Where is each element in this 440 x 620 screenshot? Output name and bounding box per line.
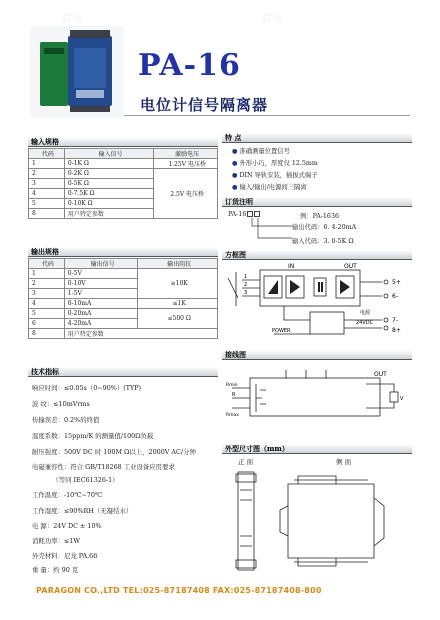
impedance-cell: ≤1K	[138, 299, 218, 309]
code-cell: 6	[29, 319, 65, 329]
bullet-icon: ●	[232, 160, 240, 167]
code-cell: 4	[29, 189, 65, 199]
code-cell: 2	[29, 279, 65, 289]
table-row	[29, 169, 218, 179]
spec-line: 波 纹：≤10mVrms	[32, 400, 90, 408]
impedance-cell: ≤500 Ω	[138, 309, 218, 329]
power-label: POWER	[272, 328, 291, 334]
order-input-code: 输入代码：3. 0-5K Ω	[292, 238, 354, 245]
signal-cell: 0-5V	[64, 269, 138, 279]
signal-cell: 0-10K Ω	[64, 199, 153, 209]
front-view-label: 正 面	[238, 458, 254, 466]
feature-text: 外形小巧，厚度仅 12.5mm	[239, 160, 318, 167]
terminal-2: 2	[244, 282, 248, 288]
table-row	[29, 329, 218, 339]
feature-item	[232, 182, 307, 191]
code-cell: 3	[29, 289, 65, 299]
wiring-v-label: V	[400, 396, 404, 402]
spec-line: 外壳材料：尼龙 PA.66	[32, 552, 98, 560]
spec-line: 工作湿度：≤90%RH（无凝结水）	[32, 507, 133, 515]
code-cell: 5	[29, 309, 65, 319]
feature-text: 输入/输出/电源间三隔离	[239, 184, 307, 191]
feature-text: 准确测量位置信号	[239, 148, 290, 155]
in-label: IN	[288, 263, 295, 270]
signal-cell: 0-1K Ω	[64, 159, 153, 169]
column-header: 输出信号	[64, 259, 138, 269]
order-heading: 订货注明	[222, 197, 412, 207]
side-view-label: 侧 面	[336, 458, 352, 466]
signal-cell: 0-10V	[64, 279, 138, 289]
column-header: 输入信号	[64, 149, 153, 159]
supply-label: 电源	[360, 310, 371, 316]
signal-cell: 0-2K Ω	[64, 169, 153, 179]
output-spec-table	[28, 258, 218, 339]
input-spec-heading: 输入规格	[28, 137, 218, 147]
signal-cell: 0-20mA	[64, 309, 138, 319]
table-row	[29, 159, 218, 169]
excitation-cell: 1.25V 电压桥	[154, 159, 218, 169]
code-cell: 4	[29, 299, 65, 309]
output-spec-heading: 输出规格	[28, 247, 218, 257]
spec-line: 耐压强度：500V DC 时 100M Ω以上，2000V AC/分钟	[32, 448, 196, 456]
watermark: 试读	[262, 14, 282, 25]
wiring-rmax-label: Rmax	[226, 413, 239, 418]
wiring-heading: 接线图	[222, 350, 412, 360]
spec-line: 工作温度：-10℃~70℃	[32, 491, 103, 499]
code-cell: 1	[29, 269, 65, 279]
feature-item	[232, 158, 318, 167]
code-cell: 1	[29, 159, 65, 169]
terminal-5: 5+	[392, 279, 401, 286]
footer-contact: PARAGON CO.,LTD TEL:025-87187408 FAX:025-87187408-800	[36, 586, 322, 595]
dc-label: 24VDC	[356, 320, 374, 326]
features-heading: 特 点	[222, 133, 412, 143]
spec-line: 温度系数：15ppm/K 的测量值/100Ω负载	[32, 432, 154, 440]
column-header: 代码	[29, 259, 65, 269]
spec-line: 响应时间：≤0.05s（0~90%）(TYP)	[32, 384, 141, 392]
code-cell: 3	[29, 179, 65, 189]
signal-cell: 0-10mA	[64, 299, 138, 309]
tech-spec-heading: 技术指标	[28, 367, 218, 377]
spec-line: 重 量：约 90 克	[32, 566, 79, 574]
dimensions-heading: 外型尺寸图（mm）	[222, 444, 412, 454]
wiring-rmin-label: Rmin	[226, 383, 238, 388]
bullet-icon: ●	[232, 184, 240, 191]
model-number: PA-16	[138, 48, 241, 83]
product-photo	[30, 26, 124, 118]
signal-cell: 0-5K Ω	[64, 179, 153, 189]
table-row	[29, 299, 218, 309]
signal-cell: 0-7.5K Ω	[64, 189, 153, 199]
code-cell: 8	[29, 209, 65, 219]
wiring-diagram	[226, 368, 410, 432]
order-output-code: 输出代码：6. 4-20mA	[292, 224, 357, 231]
terminal-8: 8+	[392, 327, 401, 334]
dimensions-drawing	[226, 466, 412, 578]
signal-cell: 用户特定参数	[64, 209, 153, 219]
excitation-cell: 2.5V 电压桥	[154, 169, 218, 219]
terminal-6: 6-	[392, 293, 398, 300]
order-example: 例：PA-1636	[300, 213, 339, 220]
spec-line: 电 源：24V DC ± 10%	[32, 522, 102, 530]
spec-line: 传输误差：0.2%的终值	[32, 416, 100, 424]
terminal-3: 3	[244, 290, 248, 296]
signal-cell: 1-5V	[64, 289, 138, 299]
table-row	[29, 269, 218, 279]
signal-cell: 4-20mA	[64, 319, 138, 329]
bullet-icon: ●	[232, 148, 240, 155]
spec-line: （等同 IEC61326-1）	[32, 476, 119, 484]
table-row	[29, 309, 218, 319]
wiring-out-label: OUT	[374, 371, 387, 378]
signal-cell: 用户特定参数	[64, 329, 217, 339]
feature-text: DIN 导轨安装，插拔式端子	[239, 172, 318, 179]
feature-item	[232, 170, 318, 179]
order-prefix: PA-16	[228, 211, 247, 218]
product-name: 电位计信号隔离器	[140, 96, 269, 114]
code-cell: 2	[29, 169, 65, 179]
terminal-1: 1	[244, 274, 248, 280]
impedance-cell: ≥10K	[138, 269, 218, 299]
column-header: 输出阻抗	[138, 259, 218, 269]
feature-item	[232, 146, 290, 155]
order-connector-lines	[250, 216, 294, 242]
bullet-icon: ●	[232, 172, 240, 179]
column-header: 激励电压	[154, 149, 218, 159]
block-diagram	[224, 262, 412, 344]
code-cell: 5	[29, 199, 65, 209]
out-label: OUT	[344, 263, 357, 270]
watermark: 试读	[62, 14, 82, 25]
block-diagram-heading: 方框图	[222, 250, 412, 260]
spec-line: 电磁兼容性：符合 GB/T18268 工业设备应用要求	[32, 463, 175, 471]
code-cell: 8	[29, 329, 65, 339]
wiring-r-label: R	[232, 392, 236, 398]
column-header: 代码	[29, 149, 65, 159]
input-spec-table	[28, 148, 218, 219]
terminal-7: 7-	[392, 317, 398, 324]
spec-line: 消耗功率：≤1W	[32, 537, 80, 545]
